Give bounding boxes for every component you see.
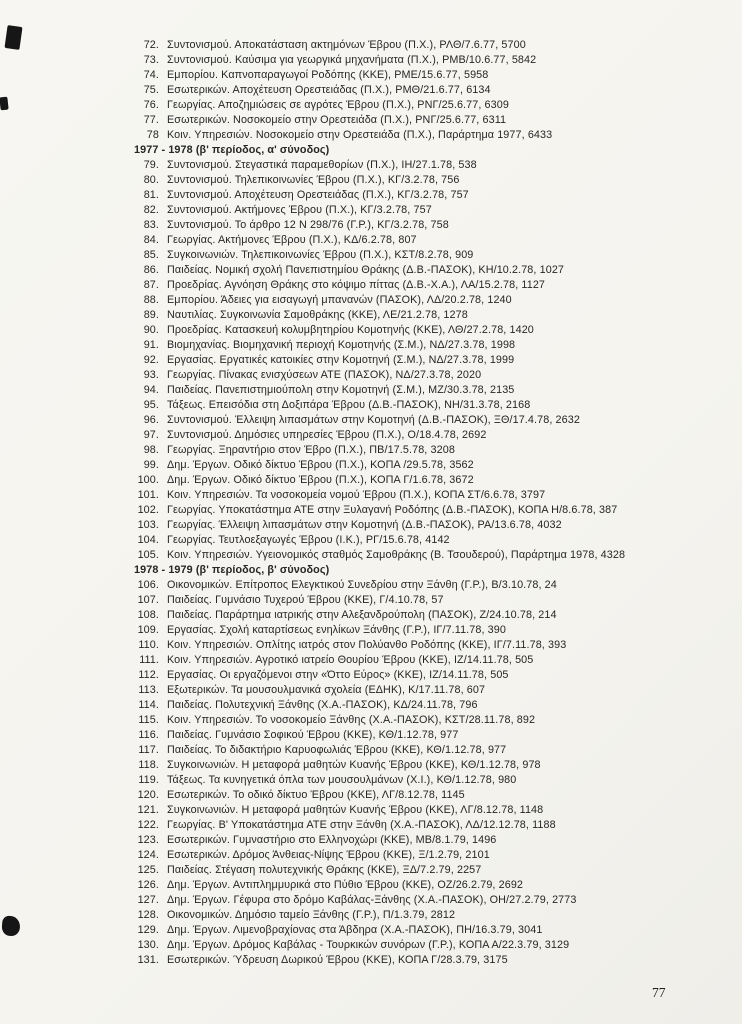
entry-text: Παιδείας. Νομική σχολή Πανεπιστημίου Θράκης (Δ.Β.-ΠΑΣΟΚ), ΚΗ/10.2.78, 1027	[167, 264, 565, 276]
list-item	[132, 938, 637, 953]
entry-text: Γεωργίας. Αποζημιώσεις σε αγρότες Έβρου (Π.Χ.), ΡΝΓ/25.6.77, 6309	[167, 99, 509, 111]
entry-number: 85.	[143, 249, 159, 261]
entry-number: 106.	[137, 579, 159, 591]
entry-text: Γεωργίας. Ξηραντήριο στον Έβρο (Π.Χ.), ΠΒ/17.5.78, 3208	[167, 444, 455, 456]
entry-text: Δημ. Έργων. Οδικό δίκτυο Έβρου (Π.Χ.), ΚΟΠΑ Γ/1.6.78, 3672	[167, 474, 474, 486]
scan-artifact	[4, 25, 22, 50]
entry-text: Συντονισμού. Καύσιμα για γεωργικά μηχανήματα (Π.Χ.), ΡΜΒ/10.6.77, 5842	[167, 54, 537, 66]
entry-text: Συντονισμού. Τηλεπικοινωνίες Έβρου (Π.Χ.), ΚΓ/3.2.78, 756	[167, 174, 460, 186]
list-item	[132, 878, 637, 893]
list-item	[132, 398, 637, 413]
list-item	[132, 533, 637, 548]
entry-text: Συντονισμού. Το άρθρο 12 Ν 298/76 (Γ.Ρ.), ΚΓ/3.2.78, 758	[167, 219, 449, 231]
entry-number: 92.	[143, 354, 159, 366]
entry-number: 127.	[137, 894, 159, 906]
entry-text: Παιδείας. Στέγαση πολυτεχνικής Θράκης (ΚΚΕ), ΞΔ/7.2.79, 2257	[167, 864, 482, 876]
entry-number: 99.	[143, 459, 159, 471]
entry-number: 96.	[143, 414, 159, 426]
list-item	[132, 173, 637, 188]
list-item	[132, 833, 637, 848]
entry-text: Εσωτερικών. Νοσοκομείο στην Ορεστειάδα (Π.Χ.), ΡΝΓ/25.6.77, 6311	[167, 114, 507, 126]
list-item	[132, 323, 637, 338]
list-item	[132, 308, 637, 323]
entry-number: 124.	[137, 849, 159, 861]
entry-text: Δημ. Έργων. Γέφυρα στο δρόμο Καβάλας-Ξάνθης (Χ.Α.-ΠΑΣΟΚ), ΟΗ/27.2.79, 2773	[167, 894, 577, 906]
list-item	[132, 773, 637, 788]
entry-number: 112.	[138, 669, 159, 681]
entry-text: Εμπορίου. Καπνοπαραγωγοί Ροδόπης (ΚΚΕ), ΡΜΕ/15.6.77, 5958	[167, 69, 489, 81]
entry-number: 94.	[143, 384, 159, 396]
entry-number: 128.	[137, 909, 159, 921]
list-item	[132, 518, 637, 533]
entry-text: Δημ. Έργων. Λιμενοβραχίονας στα Άβδηρα (Χ.Α.-ΠΑΣΟΚ), ΠΗ/16.3.79, 3041	[167, 924, 543, 936]
entry-number: 100.	[137, 474, 159, 486]
entry-text: Ναυτιλίας. Συγκοινωνία Σαμοθράκης (ΚΚΕ), ΛΕ/21.2.78, 1278	[167, 309, 468, 321]
entry-number: 82.	[143, 204, 159, 216]
entry-text: Γεωργίας. Έλλειψη λιπασμάτων στην Κομοτηνή (Δ.Β.-ΠΑΣΟΚ), ΡΑ/13.6.78, 4032	[167, 519, 562, 531]
entry-text: Παιδείας. Το διδακτήριο Καρυοφωλιάς Έβρου (ΚΚΕ), ΚΘ/1.12.78, 977	[167, 744, 507, 756]
entry-number: 88.	[143, 294, 159, 306]
entry-text: Τάξεως. Επεισόδια στη Δοξιπάρα Έβρου (Δ.Β.-ΠΑΣΟΚ), ΝΗ/31.3.78, 2168	[167, 399, 531, 411]
entry-number: 86.	[143, 264, 159, 276]
entry-text: Προεδρίας. Αγνόηση Θράκης στο κόψιμο πίττας (Δ.Β.-Χ.Α.), ΛΑ/15.2.78, 1127	[167, 279, 546, 291]
entry-number: 104.	[137, 534, 159, 546]
entry-number: 93.	[143, 369, 159, 381]
list-item	[132, 428, 637, 443]
entry-text: Συντονισμού. Αποχέτευση Ορεστειάδας (Π.Χ.), ΚΓ/3.2.78, 757	[167, 189, 469, 201]
list-item	[132, 473, 637, 488]
entry-text: Συντονισμού. Έλλειψη λιπασμάτων στην Κομοτηνή (Δ.Β.-ΠΑΣΟΚ), ΞΘ/17.4.78, 2632	[167, 414, 580, 426]
entry-number: 130.	[137, 939, 159, 951]
list-item	[132, 278, 637, 293]
entry-number: 84.	[143, 234, 159, 246]
entry-text: Παιδείας. Πανεπιστημιούπολη στην Κομοτηνή (Σ.Μ.), ΜΖ/30.3.78, 2135	[167, 384, 515, 396]
list-item	[132, 623, 637, 638]
list-item	[132, 203, 637, 218]
list-item	[132, 263, 637, 278]
list-item	[132, 113, 637, 128]
entry-number: 105.	[137, 549, 159, 561]
list-item	[132, 128, 637, 143]
entry-text: Οικονομικών. Επίτροπος Ελεγκτικού Συνεδρίου στην Ξάνθη (Γ.Ρ.), Β/3.10.78, 24	[167, 579, 557, 591]
list-item	[132, 668, 637, 683]
entry-text: Εξωτερικών. Τα μουσουλμανικά σχολεία (ΕΔΗΚ), Κ/17.11.78, 607	[167, 684, 486, 696]
list-item	[132, 923, 637, 938]
entry-text: Εσωτερικών. Αποχέτευση Ορεστειάδας (Π.Χ.), ΡΜΘ/21.6.77, 6134	[167, 84, 491, 96]
entry-number: 129.	[137, 924, 159, 936]
list-item	[132, 68, 637, 83]
entry-number: 117.	[138, 744, 159, 756]
entry-number: 122.	[137, 819, 159, 831]
list-item	[132, 893, 637, 908]
list-item	[132, 728, 637, 743]
list-item	[132, 578, 637, 593]
entry-number: 107.	[137, 594, 159, 606]
entry-text: Παιδείας. Παράρτημα ιατρικής στην Αλεξανδρούπολη (ΠΑΣΟΚ), Ζ/24.10.78, 214	[167, 609, 557, 621]
entry-text: Παιδείας. Πολυτεχνική Ξάνθης (Χ.Α.-ΠΑΣΟΚ), ΚΔ/24.11.78, 796	[167, 699, 478, 711]
entry-number: 75.	[143, 84, 159, 96]
list-item	[132, 53, 637, 68]
entry-number: 115.	[138, 714, 159, 726]
entry-text: Συγκοινωνιών. Η μεταφορά μαθητών Κυανής Έβρου (ΚΚΕ), ΚΘ/1.12.78, 978	[167, 759, 541, 771]
entry-number: 97.	[143, 429, 159, 441]
entry-text: Εσωτερικών. Γυμναστήριο στο Ελληνοχώρι (ΚΚΕ), ΜΒ/8.1.79, 1496	[167, 834, 497, 846]
entry-text: Οικονομικών. Δημόσιο ταμείο Ξάνθης (Γ.Ρ.), Π/1.3.79, 2812	[167, 909, 456, 921]
scan-artifact	[0, 97, 9, 111]
entry-number: 72.	[143, 39, 159, 51]
list-item	[132, 683, 637, 698]
entry-number: 101.	[137, 489, 159, 501]
list-item	[132, 788, 637, 803]
entry-number: 123.	[137, 834, 159, 846]
entry-text: Τάξεως. Τα κυνηγετικά όπλα των μουσουλμάνων (Χ.Ι.), ΚΘ/1.12.78, 980	[167, 774, 517, 786]
entry-number: 87.	[143, 279, 159, 291]
list-item	[132, 608, 637, 623]
entry-number: 91.	[143, 339, 159, 351]
entry-number: 111.	[139, 654, 159, 666]
entry-number: 89.	[143, 309, 159, 321]
list-item	[132, 98, 637, 113]
entry-text: Συγκοινωνιών. Η μεταφορά μαθητών Κυανής Έβρου (ΚΚΕ), ΛΓ/8.12.78, 1148	[167, 804, 544, 816]
entry-number: 77.	[143, 114, 159, 126]
entry-text: Εργασίας. Εργατικές κατοικίες στην Κομοτηνή (Σ.Μ.), ΝΔ/27.3.78, 1999	[167, 354, 515, 366]
list-item	[132, 803, 637, 818]
entry-text: Κοιν. Υπηρεσιών. Αγροτικό ιατρείο Θουρίου Έβρου (ΚΚΕ), ΙΖ/14.11.78, 505	[167, 654, 534, 666]
list-item	[132, 443, 637, 458]
entries-list	[132, 38, 637, 968]
entry-number: 110.	[138, 639, 159, 651]
list-item	[132, 953, 637, 968]
list-item	[132, 338, 637, 353]
entry-number: 98.	[143, 444, 159, 456]
entry-number: 116.	[138, 729, 159, 741]
list-item	[132, 488, 637, 503]
entry-number: 90.	[143, 324, 159, 336]
entry-number: 118.	[138, 759, 159, 771]
list-item	[132, 83, 637, 98]
entry-number: 81.	[143, 189, 159, 201]
entry-text: Εσωτερικών. Δρόμος Άνθειας-Νίψης Έβρου (ΚΚΕ), Ξ/1.2.79, 2101	[167, 849, 490, 861]
entry-number: 80.	[143, 174, 159, 186]
entry-number: 108.	[137, 609, 159, 621]
list-item	[132, 383, 637, 398]
entry-text: Βιομηχανίας. Βιομηχανική περιοχή Κομοτηνής (Σ.Μ.), ΝΔ/27.3.78, 1998	[167, 339, 516, 351]
entry-number: 119.	[138, 774, 159, 786]
entry-number: 74.	[143, 69, 159, 81]
entry-text: Εσωτερικών. Το οδικό δίκτυο Έβρου (ΚΚΕ), ΛΓ/8.12.78, 1145	[167, 789, 465, 801]
entry-text: Παιδείας. Γυμνάσιο Τυχερού Έβρου (ΚΚΕ), Γ/4.10.78, 57	[167, 594, 444, 606]
entry-text: Γεωργίας. Ακτήμονες Έβρου (Π.Χ.), ΚΔ/6.2.78, 807	[167, 234, 417, 246]
entry-number: 109.	[137, 624, 159, 636]
entry-number: 126.	[137, 879, 159, 891]
list-item	[132, 233, 637, 248]
entry-text: Κοιν. Υπηρεσιών. Υγειονομικός σταθμός Σαμοθράκης (Β. Τσουδερού), Παράρτημα 1978, 4328	[167, 549, 626, 561]
entry-text: Εργασίας. Σχολή καταρτίσεως ενηλίκων Ξάνθης (Γ.Ρ.), ΙΓ/7.11.78, 390	[167, 624, 506, 636]
entry-text: Παιδείας. Γυμνάσιο Σοφικού Έβρου (ΚΚΕ), ΚΘ/1.12.78, 977	[167, 729, 459, 741]
list-item	[132, 848, 637, 863]
list-item	[132, 653, 637, 668]
entry-number: 79.	[143, 159, 159, 171]
entry-text: Συντονισμού. Δημόσιες υπηρεσίες Έβρου (Π.Χ.), Ο/18.4.78, 2692	[167, 429, 487, 441]
list-item	[132, 698, 637, 713]
list-item	[132, 188, 637, 203]
list-item	[132, 38, 637, 53]
entry-number: 103.	[137, 519, 159, 531]
entry-text: Συγκοινωνιών. Τηλεπικοινωνίες Έβρου (Π.Χ.), ΚΣΤ/8.2.78, 909	[167, 249, 474, 261]
entry-text: Συντονισμού. Στεγαστικά παραμεθορίων (Π.Χ.), ΙΗ/27.1.78, 538	[167, 159, 477, 171]
list-item	[132, 818, 637, 833]
entry-number: 113.	[138, 684, 159, 696]
list-item	[132, 638, 637, 653]
list-item	[132, 863, 637, 878]
list-item	[132, 248, 637, 263]
list-item	[132, 353, 637, 368]
list-item	[132, 413, 637, 428]
entry-text: Προεδρίας. Κατασκευή κολυμβητηρίου Κομοτηνής (ΚΚΕ), ΛΘ/27.2.78, 1420	[167, 324, 534, 336]
entry-number: 121.	[137, 804, 159, 816]
entry-number: 76.	[143, 99, 159, 111]
list-item	[132, 743, 637, 758]
entry-number: 73.	[143, 54, 159, 66]
section-header: 1978 - 1979 (β' περίοδος, β' σύνοδος)	[134, 564, 330, 576]
list-item	[132, 593, 637, 608]
entry-number: 131.	[137, 954, 159, 966]
entry-number: 95.	[143, 399, 159, 411]
list-item	[132, 908, 637, 923]
entry-text: Γεωργίας. Πίνακας ενισχύσεων ΑΤΕ (ΠΑΣΟΚ), ΝΔ/27.3.78, 2020	[167, 369, 482, 381]
list-item	[132, 503, 637, 518]
entry-text: Γεωργίας. Τευτλοεξαγωγές Έβρου (Ι.Κ.), ΡΓ/15.6.78, 4142	[167, 534, 450, 546]
list-item	[132, 158, 637, 173]
list-item	[132, 548, 637, 563]
list-item	[132, 458, 637, 473]
entry-number: 125.	[137, 864, 159, 876]
list-item	[132, 758, 637, 773]
entry-text: Γεωργίας. Β' Υποκατάστημα ΑΤΕ στην Ξάνθη (Χ.Α.-ΠΑΣΟΚ), ΛΔ/12.12.78, 1188	[167, 819, 556, 831]
entry-text: Δημ. Έργων. Δρόμος Καβάλας - Τουρκικών συνόρων (Γ.Ρ.), ΚΟΠΑ Α/22.3.79, 3129	[167, 939, 570, 951]
list-item	[132, 713, 637, 728]
entry-text: Δημ. Έργων. Οδικό δίκτυο Έβρου (Π.Χ.), ΚΟΠΑ /29.5.78, 3562	[167, 459, 474, 471]
entry-text: Εσωτερικών. Ύδρευση Δωρικού Έβρου (ΚΚΕ), ΚΟΠΑ Γ/28.3.79, 3175	[167, 954, 508, 966]
entry-text: Δημ. Έργων. Αντιπλημμυρικά στο Πύθιο Έβρου (ΚΚΕ), ΟΖ/26.2.79, 2692	[167, 879, 524, 891]
entry-text: Συντονισμού. Ακτήμονες Έβρου (Π.Χ.), ΚΓ/3.2.78, 757	[167, 204, 432, 216]
entry-number: 120.	[137, 789, 159, 801]
list-item	[132, 368, 637, 383]
entry-text: Εμπορίου. Άδειες για εισαγωγή μπανανών (ΠΑΣΟΚ), ΛΔ/20.2.78, 1240	[167, 294, 512, 306]
entry-number: 83.	[143, 219, 159, 231]
entry-text: Κοιν. Υπηρεσιών. Οπλίτης ιατρός στον Πολύανθο Ροδόπης (ΚΚΕ), ΙΓ/7.11.78, 393	[167, 639, 567, 651]
entry-text: Συντονισμού. Αποκατάσταση ακτημόνων Έβρου (Π.Χ.), ΡΛΘ/7.6.77, 5700	[167, 39, 526, 51]
entry-text: Εργασίας. Οι εργαζόμενοι στην «Όττο Εύρος» (ΚΚΕ), ΙΖ/14.11.78, 505	[167, 669, 509, 681]
page-number: 77	[652, 985, 666, 1000]
entry-text: Γεωργίας. Υποκατάστημα ΑΤΕ στην Ξυλαγανή Ροδόπης (Δ.Β.-ΠΑΣΟΚ), ΚΟΠΑ Η/8.6.78, 387	[167, 504, 618, 516]
scan-artifact	[1, 915, 20, 936]
section-header: 1977 - 1978 (β' περίοδος, α' σύνοδος)	[134, 144, 330, 156]
entry-text: Κοιν. Υπηρεσιών. Τα νοσοκομεία νομού Έβρου (Π.Χ.), ΚΟΠΑ ΣΤ/6.6.78, 3797	[167, 489, 546, 501]
entry-text: Κοιν. Υπηρεσιών. Νοσοκομείο στην Ορεστειάδα (Π.Χ.), Παράρτημα 1977, 6433	[167, 129, 553, 141]
list-item	[132, 218, 637, 233]
entry-number: 102.	[137, 504, 159, 516]
entry-number: 114.	[138, 699, 159, 711]
entry-text: Κοιν. Υπηρεσιών. Το νοσοκομείο Ξάνθης (Χ.Α.-ΠΑΣΟΚ), ΚΣΤ/28.11.78, 892	[167, 714, 536, 726]
list-item	[132, 293, 637, 308]
entry-number: 78	[146, 129, 159, 141]
